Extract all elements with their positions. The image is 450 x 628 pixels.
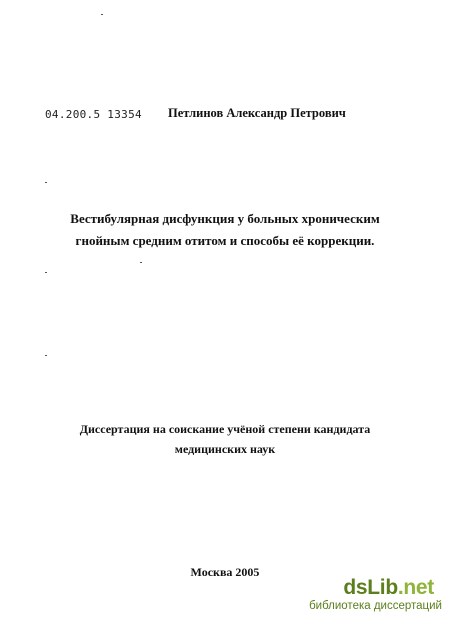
dslib-logo — [343, 576, 434, 600]
dissertation-title — [60, 208, 390, 252]
title-line-2: гнойным средним отитом и способы её коррекции. — [75, 233, 375, 248]
scan-speck — [45, 182, 47, 183]
subtitle-line-1: Диссертация на соискание учёной степени кандидата — [79, 422, 371, 436]
subtitle-line-2: медицинских наук — [174, 442, 276, 456]
title-line-1: Вестибулярная дисфункция у больных хроническим — [70, 211, 380, 226]
scan-speck — [140, 262, 142, 263]
dissertation-subtitle — [75, 419, 375, 459]
logo-tld: .net — [397, 576, 434, 599]
scan-speck — [45, 272, 47, 273]
dslib-watermark — [309, 576, 444, 620]
watermark-tagline: библиотека диссертаций — [309, 600, 442, 612]
logo-main: dsLib — [343, 576, 398, 599]
registration-number: 04.200.5 13354 — [45, 108, 142, 121]
scan-speck — [101, 14, 103, 15]
city-year: Москва 2005 — [190, 565, 260, 579]
scan-speck — [45, 355, 47, 356]
author-name: Петлинов Александр Петрович — [168, 106, 346, 120]
